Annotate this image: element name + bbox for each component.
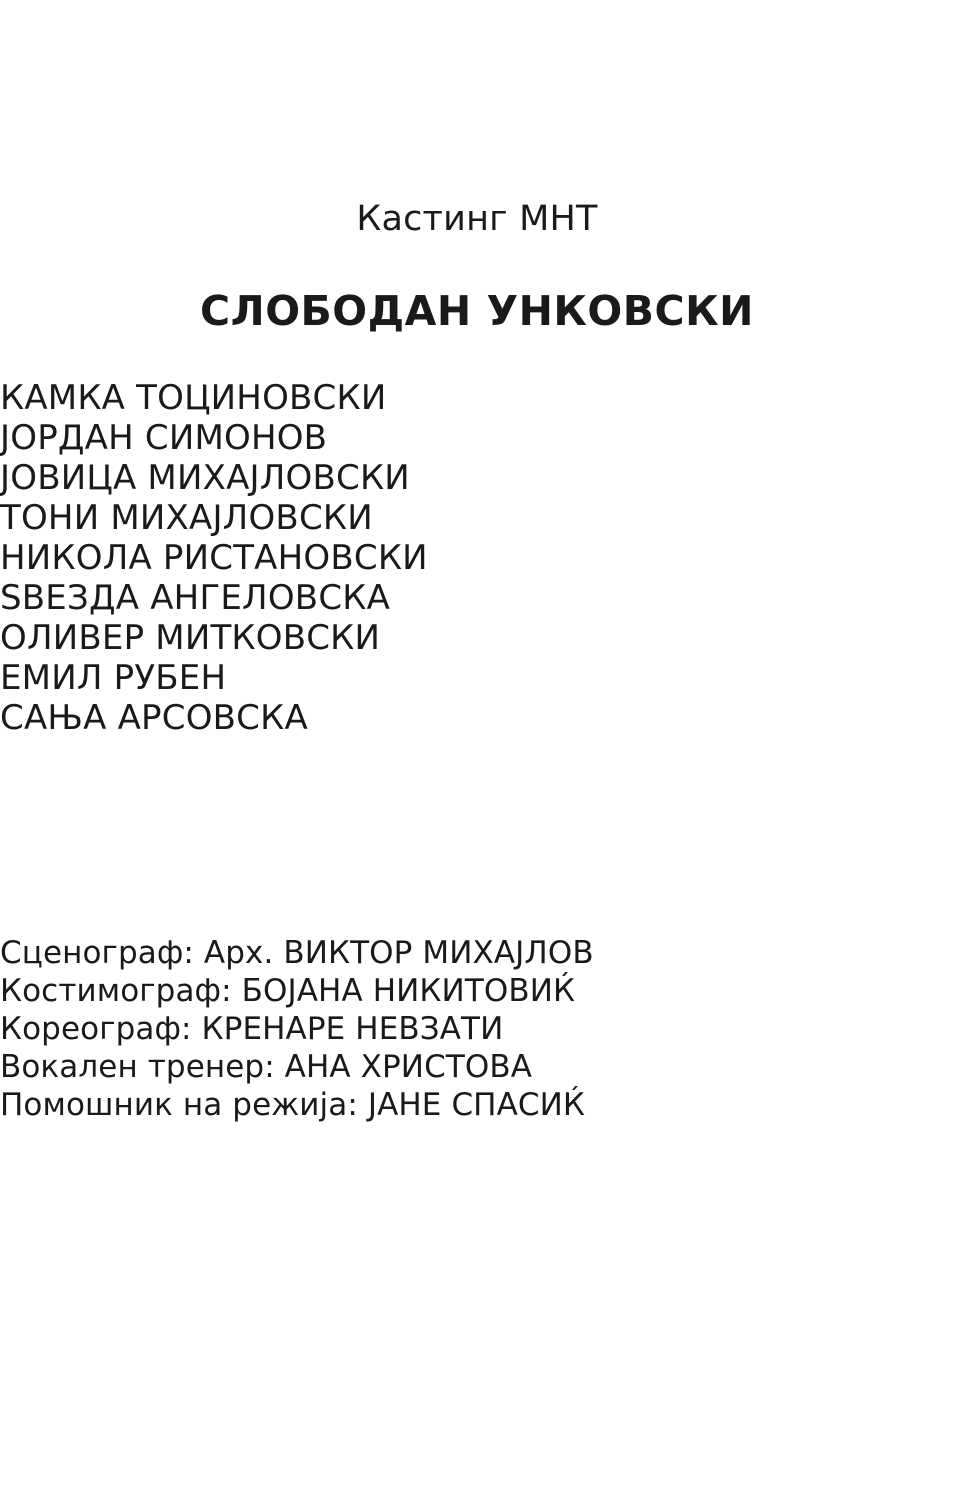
cast-list [0, 336, 954, 738]
list-item: КАМКА ТОЦИНОВСКИ [0, 378, 387, 419]
credits-list [0, 738, 954, 1124]
list-item: Вокален тренер: АНА ХРИСТОВА [0, 1049, 533, 1086]
list-item: ЈОРДАН СИМОНОВ [0, 418, 328, 459]
list-item: НИКОЛА РИСТАНОВСКИ [0, 538, 428, 579]
list-item: Костимограф: БОЈАНА НИКИТОВИЌ [0, 973, 576, 1010]
director-name: СЛОБОДАН УНКОВСКИ [200, 287, 754, 335]
list-item: САЊА АРСОВСКА [0, 698, 308, 739]
list-item: Помошник на режија: ЈАНЕ СПАСИЌ [0, 1087, 586, 1124]
list-item: ЕМИЛ РУБЕН [0, 658, 227, 699]
director-block [0, 240, 954, 336]
list-item: Сценограф: Арх. ВИКТОР МИХАЈЛОВ [0, 935, 594, 972]
list-item: Кореограф: КРЕНАРЕ НЕВЗАТИ [0, 1011, 504, 1048]
heading-block [0, 0, 954, 240]
list-item: ОЛИВЕР МИТКОВСКИ [0, 618, 381, 659]
list-item: ЈОВИЦА МИХАЈЛОВСКИ [0, 458, 410, 499]
list-item: SВЕЗДА АНГЕЛОВСКА [0, 578, 391, 619]
list-item: ТОНИ МИХАЈЛОВСКИ [0, 498, 373, 539]
page-title: Кастинг МНТ [356, 199, 598, 239]
